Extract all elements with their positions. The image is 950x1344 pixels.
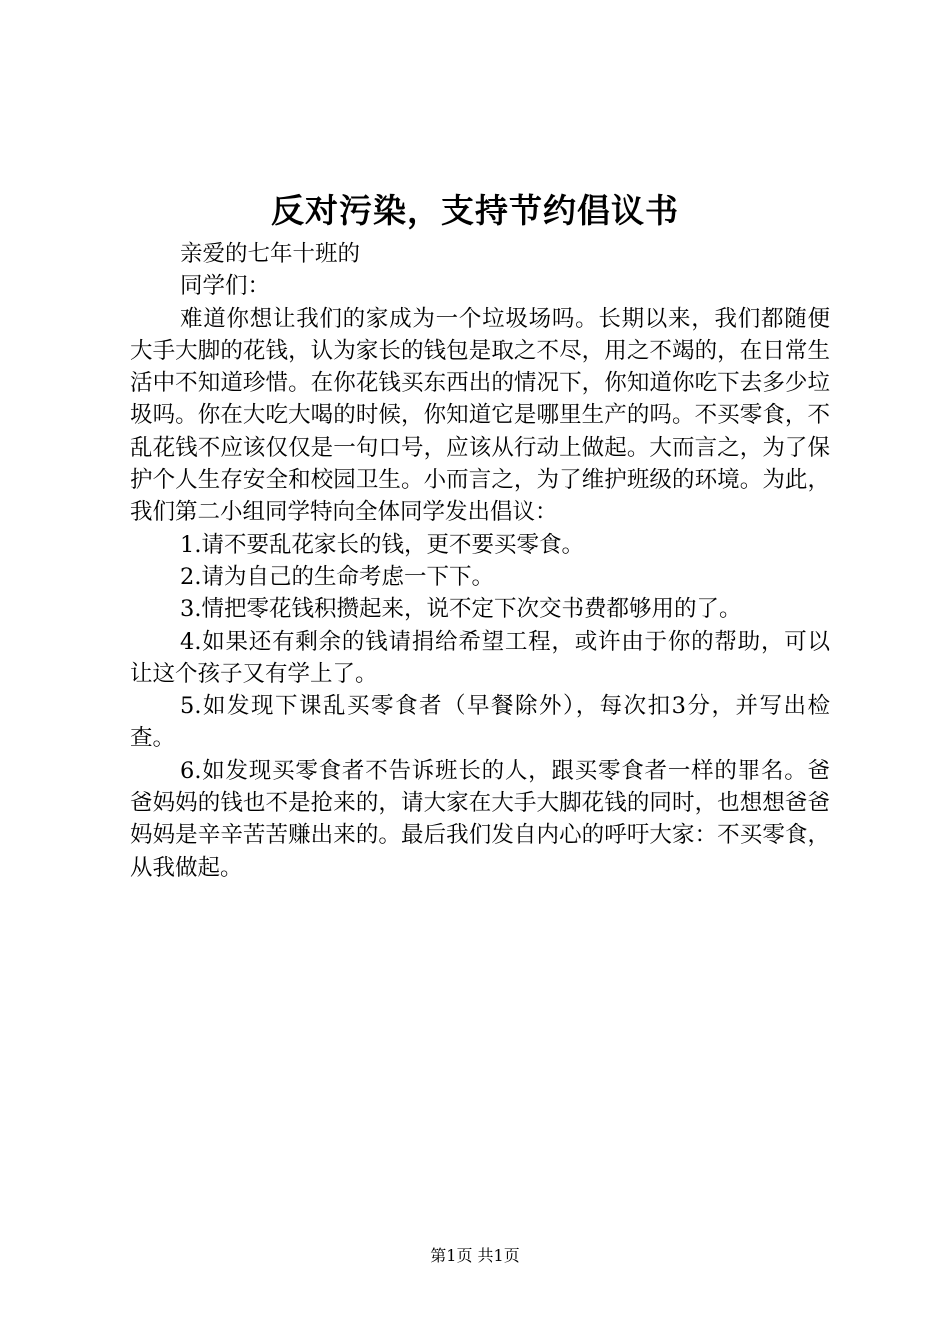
proposal-item-2: 2.请为自己的生命考虑一下下。 <box>180 563 494 590</box>
proposal-item-6: 6.如发现买零食者不告诉班长的人，跟买零食者一样的罪名。爸爸妈妈的钱也不是抢来的，请大家在大手大脚花钱的同时，也想想爸爸妈妈是辛辛苦苦赚出来的。最后我们发自内心的呼吁大家：不买零食，从我做起。 <box>130 757 830 881</box>
page-footer: 第1页 共1页 <box>430 1246 520 1265</box>
proposal-item-1: 1.请不要乱花家长的钱，更不要买零食。 <box>180 531 584 558</box>
document-body <box>130 238 830 884</box>
intro-paragraph: 难道你想让我们的家成为一个垃圾场吗。长期以来，我们都随便大手大脚的花钱，认为家长的钱包是取之不尽，用之不竭的，在日常生活中不知道珍惜。在你花钱买东西出的情况下，你知道你吃下去多少垃圾吗。你在大吃大喝的时候，你知道它是哪里生产的吗。不买零食，不乱花钱不应该仅仅是一句口号，应该从行动上做起。大而言之，为了保护个人生存安全和校园卫生。小而言之，为了维护班级的环境。为此，我们第二小组同学特向全体同学发出倡议： <box>130 305 830 526</box>
proposal-item-3: 3.情把零花钱积攒起来，说不定下次交书费都够用的了。 <box>180 596 742 623</box>
proposal-item-4: 4.如果还有剩余的钱请捐给希望工程，或许由于你的帮助，可以让这个孩子又有学上了。 <box>130 628 830 687</box>
document-title: 反对污染，支持节约倡议书 <box>271 191 679 230</box>
salutation-line-2: 同学们： <box>180 273 271 300</box>
proposal-item-5: 5.如发现下课乱买零食者（早餐除外），每次扣3分，并写出检查。 <box>130 693 830 752</box>
salutation-line-1: 亲爱的七年十班的 <box>180 241 361 267</box>
